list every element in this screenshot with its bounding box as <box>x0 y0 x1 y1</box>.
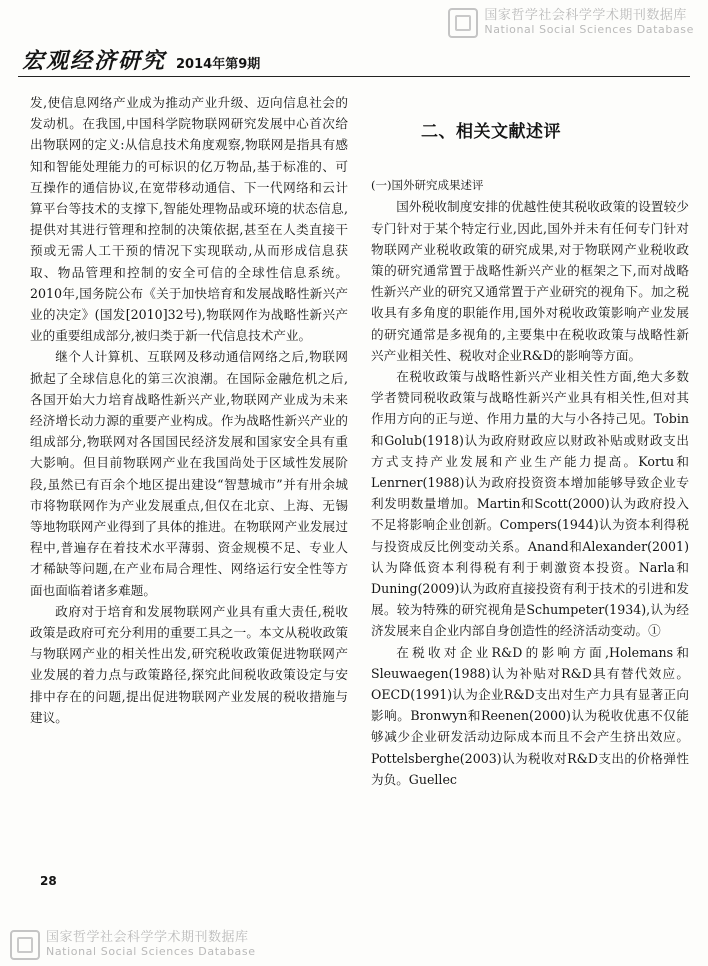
page-number: 28 <box>40 874 57 888</box>
header-rule <box>18 76 690 77</box>
paragraph: 继个人计算机、互联网及移动通信网络之后,物联网掀起了全球信息化的第三次浪潮。在国际金融危机之后,各国开始大力培育战略性新兴产业,物联网产业成为未来经济增长动力源的重要产业构成。作为战略性新兴产业的组成部分,物联网对各国国民经济发展和国家安全具有重大影响。但目前物联网产业在我国尚处于区域性发展阶段,虽然已有百余个地区提出建设“智慧城市”并有卅余城市将物联网作为产业发展重点,但仅在北京、上海、无锡等地物联网产业得到了具体的推进。在物联网产业发展过程中,普遍存在着技术水平薄弱、资金规模不足、专业人才稀缺等问题,在产业布局合理性、网络运行安全性等方面也面临着诸多难题。 <box>30 349 348 598</box>
left-column <box>30 92 348 728</box>
watermark-bottom <box>10 930 256 960</box>
paragraph: 国外税收制度安排的优越性使其税收政策的设置较少专门针对于某个特定行业,因此,国外并未有任何专门针对物联网产业税收政策的研究成果,对于物联网产业税收政策的研究通常置于战略性新兴产业的框架之下,而对战略性新兴产业的研究又通常置于产业研究的视角下。加之税收具有多角度的职能作用,国外对税收政策影响产业发展的研究通常是多视角的,主要集中在税收政策与战略性新兴产业相关性、税收对企业R&D的影响等方面。 <box>371 199 689 363</box>
paragraph: 在税收政策与战略性新兴产业相关性方面,绝大多数学者赞同税收政策与战略性新兴产业具有相关性,但对其作用方向的正与逆、作用力量的大与小各持己见。Tobin和Golub(1918)认为政府财政应以财政补贴或财政支出方式支持产业发展和产业生产能力提高。Kortu和Lenrner(1988)认为政府投资资本增加能够导致企业专利发明数量增加。Martin和Scott(2000)认为政府投入不足将影响企业创新。Compers(1944)认为资本利得税与投资成反比例变动关系。Anand和Alexander(2001)认为降低资本利得税有利于刺激资本投资。Narla和Duning(2009)认为政府直接投资有利于技术的引进和发展。较为特殊的研究视角是Schumpeter(1934),认为经济发展来自企业内部自身创造性的经济活动变动。① <box>371 369 689 639</box>
journal-issue: 2014年第9期 <box>176 57 261 72</box>
watermark-top <box>448 8 694 38</box>
right-column <box>371 92 689 790</box>
section-title: 二、相关文献述评 <box>421 122 561 142</box>
paragraph: 政府对于培育和发展物联网产业具有重大责任,税收政策是政府可充分利用的重要工具之一。本文从税收政策与物联网产业的相关性出发,研究税收政策促进物联网产业发展的着力点与政策路径,探究此间税收政策设定与安排中存在的问题,提出促进物联网产业发展的税收措施与建议。 <box>30 603 348 725</box>
watermark-en: National Social Sciences Database <box>46 945 256 959</box>
watermark-cn: 国家哲学社会科学学术期刊数据库 <box>484 8 687 24</box>
paragraph: 发,使信息网络产业成为推动产业升级、迈向信息社会的发动机。在我国,中国科学院物联网研究发展中心首次给出物联网的定义:从信息技术角度观察,物联网是指具有感知和智能处理能力的可标识的亿万物品,基于标准的、可互操作的通信协议,在宽带移动通信、下一代网络和云计算平台等技术的支撑下,智能处理物品或环境的状态信息,提供对其进行管理和控制的决策依据,甚至在人类直接干预或无需人工干预的情况下实现联动,从而形成信息获取、物品管理和控制的安全可信的全球性信息系统。2010年,国务院公布《关于加快培育和发展战略性新兴产业的决定》(国发[2010]32号),物联网作为战略性新兴产业的重要组成部分,被归类于新一代信息技术产业。 <box>30 95 348 344</box>
journal-title: 宏观经济研究 <box>22 48 167 74</box>
watermark-cn: 国家哲学社会科学学术期刊数据库 <box>46 930 249 946</box>
subsection-title: (一)国外研究成果述评 <box>371 178 484 193</box>
paragraph: 在税收对企业R&D的影响方面,Holemans和Sleuwaegen(1988)认为补贴对R&D具有替代效应。OECD(1991)认为企业R&D支出对生产力具有显著正向影响。Bronwyn和Reenen(2000)认为税收优惠不仅能够减少企业研发活动边际成本而且不会产生挤出效应。Pottelsberghe(2003)认为税收对R&D支出的价格弹性为负。Guellec <box>371 644 689 787</box>
journal-header <box>22 44 260 75</box>
database-logo-icon <box>448 8 478 38</box>
database-logo-icon <box>10 930 40 960</box>
watermark-en: National Social Sciences Database <box>484 23 694 37</box>
